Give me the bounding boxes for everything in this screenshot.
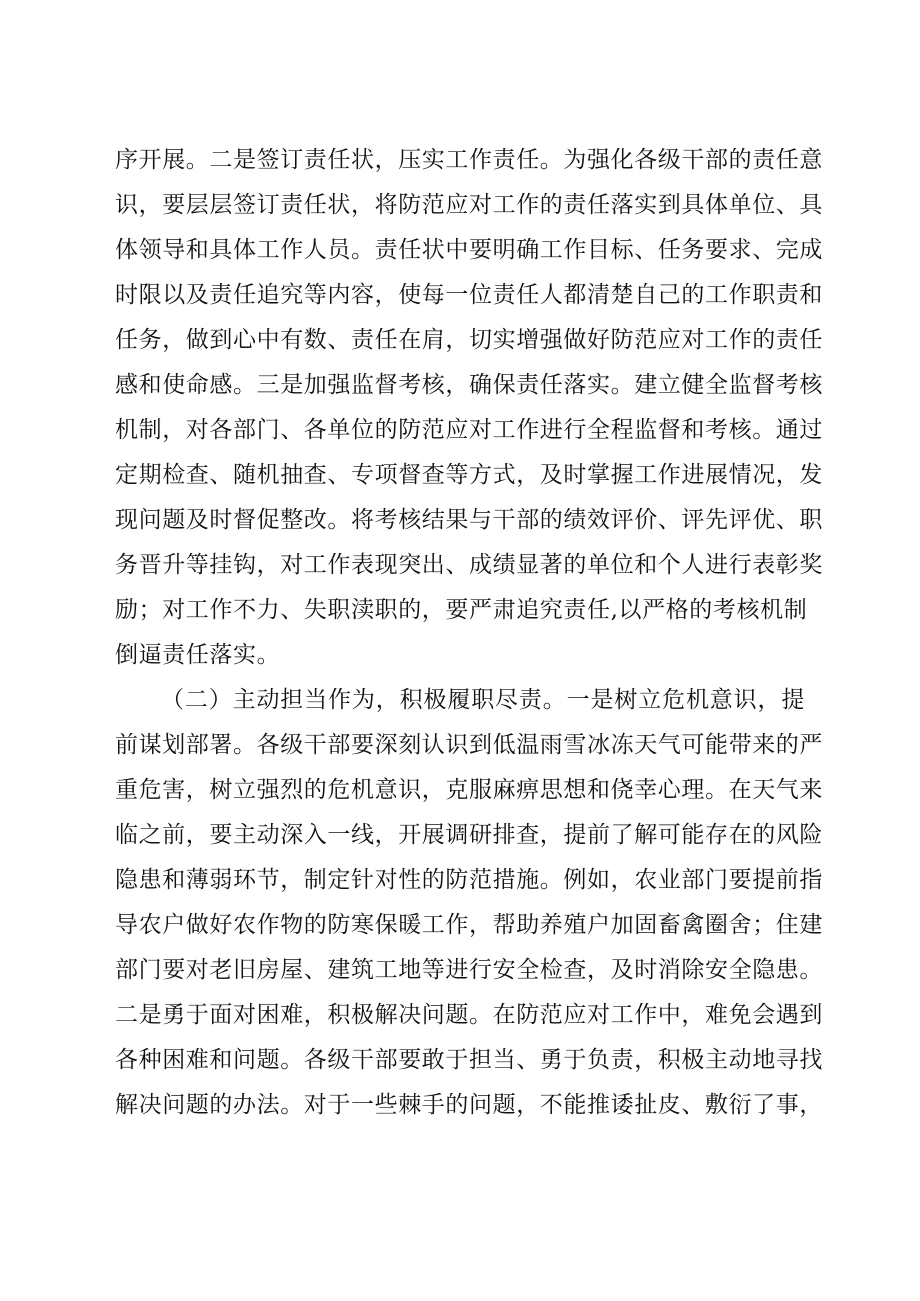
text-line: 二是勇于面对困难，积极解决问题。在防范应对工作中，难免会遇到 [115,1002,823,1028]
text-line: 现问题及时督促整改。将考核结果与干部的绩效评价、评先评优、职 [115,507,823,533]
text-line: 体领导和具体工作人员。责任状中要明确工作目标、任务要求、完成 [115,237,823,263]
text-line: 识，要层层签订责任状，将防范应对工作的责任落实到具体单位、具 [115,192,823,218]
text-line: 前谋划部署。各级干部要深刻认识到低温雨雪冰冻天气可能带来的严 [115,732,823,758]
text-line: 各种困难和问题。各级干部要敢于担当、勇于负责，积极主动地寻找 [115,1047,823,1073]
paragraph-active-duty [115,678,823,1128]
paragraph-responsibility [115,138,823,678]
text-line: 重危害，树立强烈的危机意识，克服麻痹思想和侥幸心理。在天气来 [115,777,823,803]
document-body [115,138,823,1128]
text-line: 解决问题的办法。对于一些棘手的问题，不能推诿扯皮、敷衍了事， [115,1092,823,1118]
text-line: 机制，对各部门、各单位的防范应对工作进行全程监督和考核。通过 [115,417,823,443]
text-line: 导农户做好农作物的防寒保暖工作，帮助养殖户加固畜禽圈舍；住建 [115,912,823,938]
text-line: 部门要对老旧房屋、建筑工地等进行安全检查，及时消除安全隐患。 [115,957,823,983]
text-line: 时限以及责任追究等内容，使每一位责任人都清楚自己的工作职责和 [115,282,823,308]
text-line: 隐患和薄弱环节，制定针对性的防范措施。例如，农业部门要提前指 [115,867,823,893]
text-line: 序开展。二是签订责任状，压实工作责任。为强化各级干部的责任意 [115,147,823,173]
text-line: 定期检查、随机抽查、专项督查等方式，及时掌握工作进展情况，发 [115,462,823,488]
text-line: 倒逼责任落实。 [115,642,281,668]
text-line: 务晋升等挂钩，对工作表现突出、成绩显著的单位和个人进行表彰奖 [115,552,823,578]
text-line: 感和使命感。三是加强监督考核，确保责任落实。建立健全监督考核 [115,372,823,398]
text-line: 临之前，要主动深入一线，开展调研排查，提前了解可能存在的风险 [115,822,823,848]
text-line: 励；对工作不力、失职渎职的，要严肃追究责任,以严格的考核机制 [115,597,808,623]
text-line: 任务，做到心中有数、责任在肩，切实增强做好防范应对工作的责任 [115,327,823,353]
section-heading-line: （二）主动担当作为，积极履职尽责。一是树立危机意识，提 [161,687,805,713]
